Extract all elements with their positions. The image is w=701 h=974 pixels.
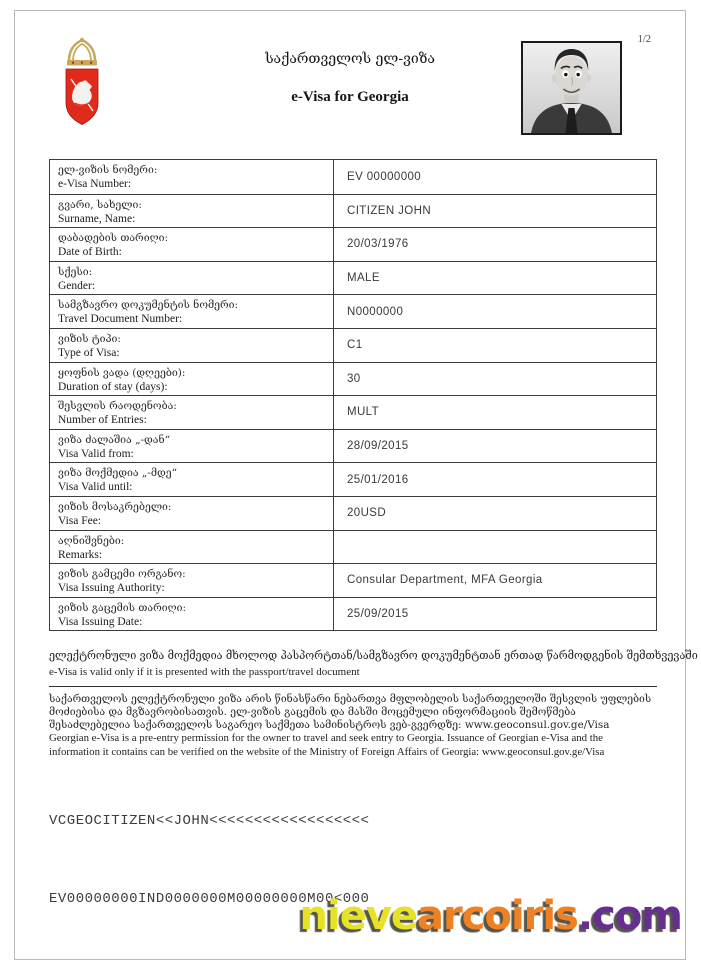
table-row: [50, 530, 656, 564]
field-value: 25/01/2016: [347, 473, 409, 486]
table-row: [50, 227, 656, 261]
field-value: N0000000: [347, 305, 404, 318]
table-row: [50, 462, 656, 496]
field-value: 20USD: [347, 507, 387, 520]
table-row: [50, 261, 656, 295]
mrz-line-2: EV00000000IND0000000M00000000M00<000: [49, 891, 370, 907]
table-row: [50, 160, 656, 194]
table-row: [50, 194, 656, 228]
field-label-cell: [50, 396, 334, 429]
field-label-english: Surname, Name:: [58, 212, 136, 225]
watermark-part-com: .com: [577, 893, 682, 939]
visa-table: [49, 159, 657, 631]
field-value: EV 00000000: [347, 170, 422, 183]
watermark-part-nieve: nieve: [299, 893, 418, 939]
field-label-cell: [50, 598, 334, 631]
mrz-line-1: VCGEOCITIZEN<<JOHN<<<<<<<<<<<<<<<<<<: [49, 813, 370, 829]
field-label-english: Remarks:: [58, 548, 103, 561]
document-title-english: e-Visa for Georgia: [291, 89, 409, 105]
field-label-georgian: აღნიშვნები:: [58, 534, 125, 547]
field-label-georgian: სქესი:: [58, 265, 93, 278]
visa-document-page: [14, 10, 698, 960]
field-value: 30: [347, 372, 361, 385]
field-value: C1: [347, 339, 363, 352]
field-label-cell: [50, 228, 334, 261]
field-label-georgian: დაბადების თარიღი:: [58, 232, 168, 245]
field-label-cell: [50, 463, 334, 496]
table-row: [50, 496, 656, 530]
validity-note: [49, 648, 698, 681]
field-label-english: e-Visa Number:: [58, 178, 132, 190]
field-label-georgian: შესვლის რაოდენობა:: [58, 400, 177, 413]
table-row: [50, 328, 656, 362]
watermark-part-arcoiris: arcoiris: [417, 893, 578, 939]
field-label-english: Travel Document Number:: [58, 313, 183, 326]
field-label-english: Duration of stay (days):: [58, 380, 168, 393]
field-label-georgian: ვიზის გაცემის თარიღი:: [58, 601, 187, 614]
table-row: [50, 395, 656, 429]
validity-note-english: e-Visa is valid only if it is presented with the passport/travel document: [49, 666, 360, 678]
field-label-cell: [50, 329, 334, 362]
validity-note-georgian: ელექტრონული ვიზა მოქმედია მხოლოდ პასპორტთან/სამგზავრო დოკუმენტთან ერთად წარმოდგენის შემთხვევაში: [49, 649, 698, 662]
field-label-georgian: ვიზის გამცემი ორგანო:: [58, 568, 186, 581]
field-value: MULT: [347, 406, 380, 419]
field-label-cell: [50, 531, 334, 564]
info-paragraph-georgian: საქართველოს ელექტრონული ვიზა არის წინასწარი ნებართვა მფლობელის საქართველოში შესვლის უფლების მოძიებისა და მგზავრობისათვის. ელ-ვიზის გაცემის და მასში მოცემული ინფორმაციის შემოწმება შესაძლებელია საქართველოს საგარეო საქმეთა სამინისტროს ვებ-გვერდზე: www.geoconsul.gov.ge/Visa: [49, 693, 652, 731]
table-row: [50, 563, 656, 597]
field-value: 25/09/2015: [347, 608, 409, 621]
field-label-georgian: ვიზის მოსაკრებელი:: [58, 500, 172, 513]
field-value: [334, 531, 656, 564]
field-value: MALE: [347, 272, 380, 285]
field-label-georgian: სამგზავრო დოკუმენტის ნომერი:: [58, 299, 239, 312]
document-title-georgian: საქართველოს ელ-ვიზა: [265, 51, 435, 67]
field-label-cell: [50, 160, 334, 194]
field-label-georgian: ელ-ვიზის ნომერი:: [58, 164, 158, 176]
field-value: CITIZEN JOHN: [347, 204, 432, 217]
info-paragraph-english: Georgian e-Visa is a pre-entry permission for the owner to travel and seek entry to Georgia. Issuance of Georgian e-Visa and the information it contains can be verified on the website of the Ministry of Foreign Affairs of Georgia: www.geoconsul.gov.ge/Visa: [49, 732, 605, 758]
table-row: [50, 294, 656, 328]
field-label-english: Gender:: [58, 279, 96, 292]
field-label-english: Type of Visa:: [58, 346, 120, 359]
field-label-english: Visa Issuing Authority:: [58, 582, 165, 595]
field-label-english: Date of Birth:: [58, 246, 122, 259]
field-label-cell: [50, 497, 334, 530]
field-value: 28/09/2015: [347, 440, 409, 453]
page-number: 1/2: [637, 34, 651, 45]
field-label-georgian: ვიზა ძალაშია „-დან“: [58, 433, 171, 446]
field-value: Consular Department, MFA Georgia: [347, 574, 543, 587]
field-label-cell: [50, 295, 334, 328]
field-value: 20/03/1976: [347, 238, 409, 251]
field-label-georgian: ყოფნის ვადა (დღეები):: [58, 366, 186, 379]
watermark-logo: [300, 893, 682, 939]
field-label-english: Number of Entries:: [58, 414, 147, 427]
field-label-english: Visa Fee:: [58, 514, 102, 527]
table-row: [50, 597, 656, 631]
table-row: [50, 362, 656, 396]
field-label-english: Visa Valid until:: [58, 481, 133, 494]
table-row: [50, 429, 656, 463]
field-label-cell: [50, 564, 334, 597]
field-label-english: Visa Issuing Date:: [58, 615, 143, 628]
field-label-cell: [50, 430, 334, 463]
field-label-cell: [50, 195, 334, 228]
divider-line: [49, 686, 657, 687]
field-label-georgian: გვარი, სახელი:: [58, 198, 142, 211]
field-label-cell: [50, 363, 334, 396]
field-label-georgian: ვიზის ტიპი:: [58, 332, 121, 345]
field-label-georgian: ვიზა მოქმედია „-მდე“: [58, 467, 178, 480]
field-label-cell: [50, 262, 334, 295]
field-label-english: Visa Valid from:: [58, 447, 134, 460]
visa-holder-photo: [521, 41, 622, 135]
